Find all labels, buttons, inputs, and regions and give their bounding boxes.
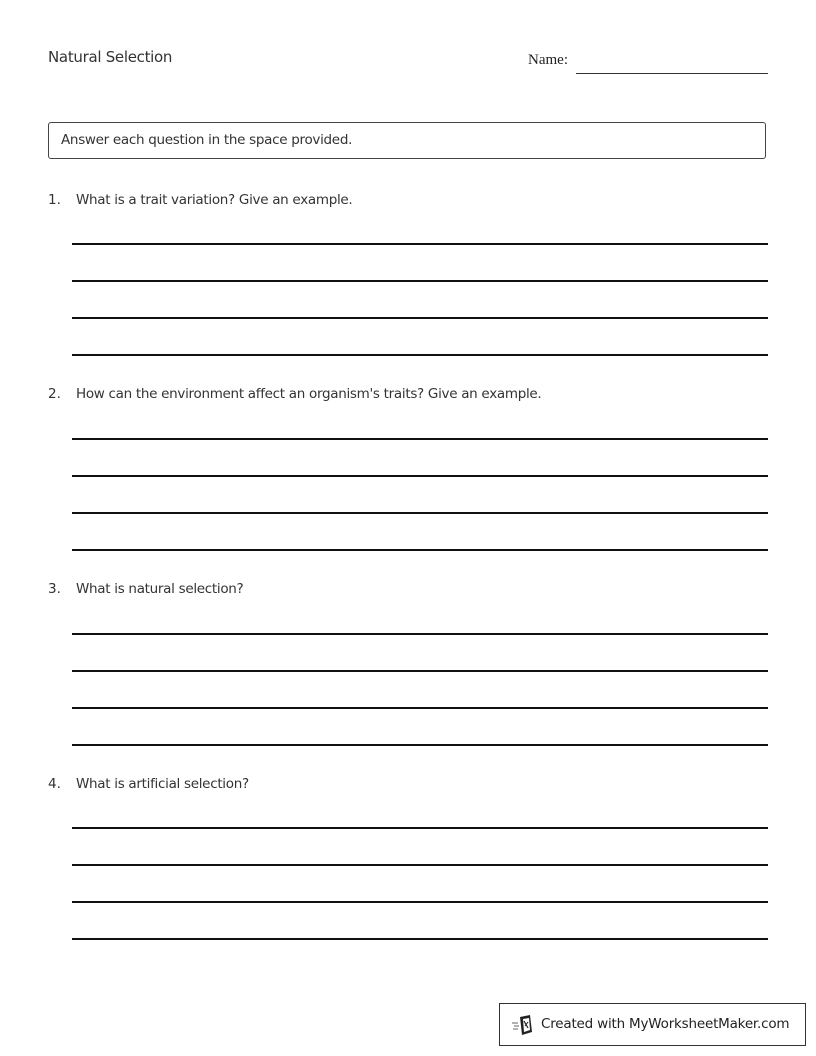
answer-line[interactable] — [72, 354, 768, 356]
question-text: What is artificial selection? — [76, 776, 249, 792]
answer-line[interactable] — [72, 901, 768, 903]
answer-line[interactable] — [72, 438, 768, 440]
answer-line[interactable] — [72, 549, 768, 551]
question-number: 4. — [48, 776, 61, 792]
answer-line[interactable] — [72, 744, 768, 746]
answer-line[interactable] — [72, 243, 768, 245]
instructions-text: Answer each question in the space provided. — [61, 132, 353, 148]
question-3 — [0, 581, 816, 776]
question-number: 2. — [48, 386, 61, 402]
answer-line[interactable] — [72, 633, 768, 635]
answer-line[interactable] — [72, 317, 768, 319]
worksheet-title: Natural Selection — [48, 48, 173, 66]
name-label: Name: — [528, 52, 568, 68]
footer-credit[interactable] — [499, 1003, 806, 1046]
question-text: How can the environment affect an organism's traits? Give an example. — [76, 386, 542, 402]
answer-line[interactable] — [72, 670, 768, 672]
answer-line[interactable] — [72, 707, 768, 709]
question-text: What is a trait variation? Give an example. — [76, 192, 353, 208]
footer-text: Created with MyWorksheetMaker.com — [541, 1016, 790, 1032]
answer-line[interactable] — [72, 280, 768, 282]
answer-line[interactable] — [72, 938, 768, 940]
answer-line[interactable] — [72, 827, 768, 829]
question-text: What is natural selection? — [76, 581, 244, 597]
instructions-box — [48, 122, 766, 159]
answer-line[interactable] — [72, 475, 768, 477]
question-4 — [0, 776, 816, 971]
name-field-line[interactable] — [576, 73, 768, 74]
question-number: 1. — [48, 192, 61, 208]
answer-line[interactable] — [72, 864, 768, 866]
answer-line[interactable] — [72, 512, 768, 514]
question-2 — [0, 386, 816, 581]
question-1 — [0, 192, 816, 387]
worksheet-logo-icon — [512, 1015, 534, 1035]
question-number: 3. — [48, 581, 61, 597]
